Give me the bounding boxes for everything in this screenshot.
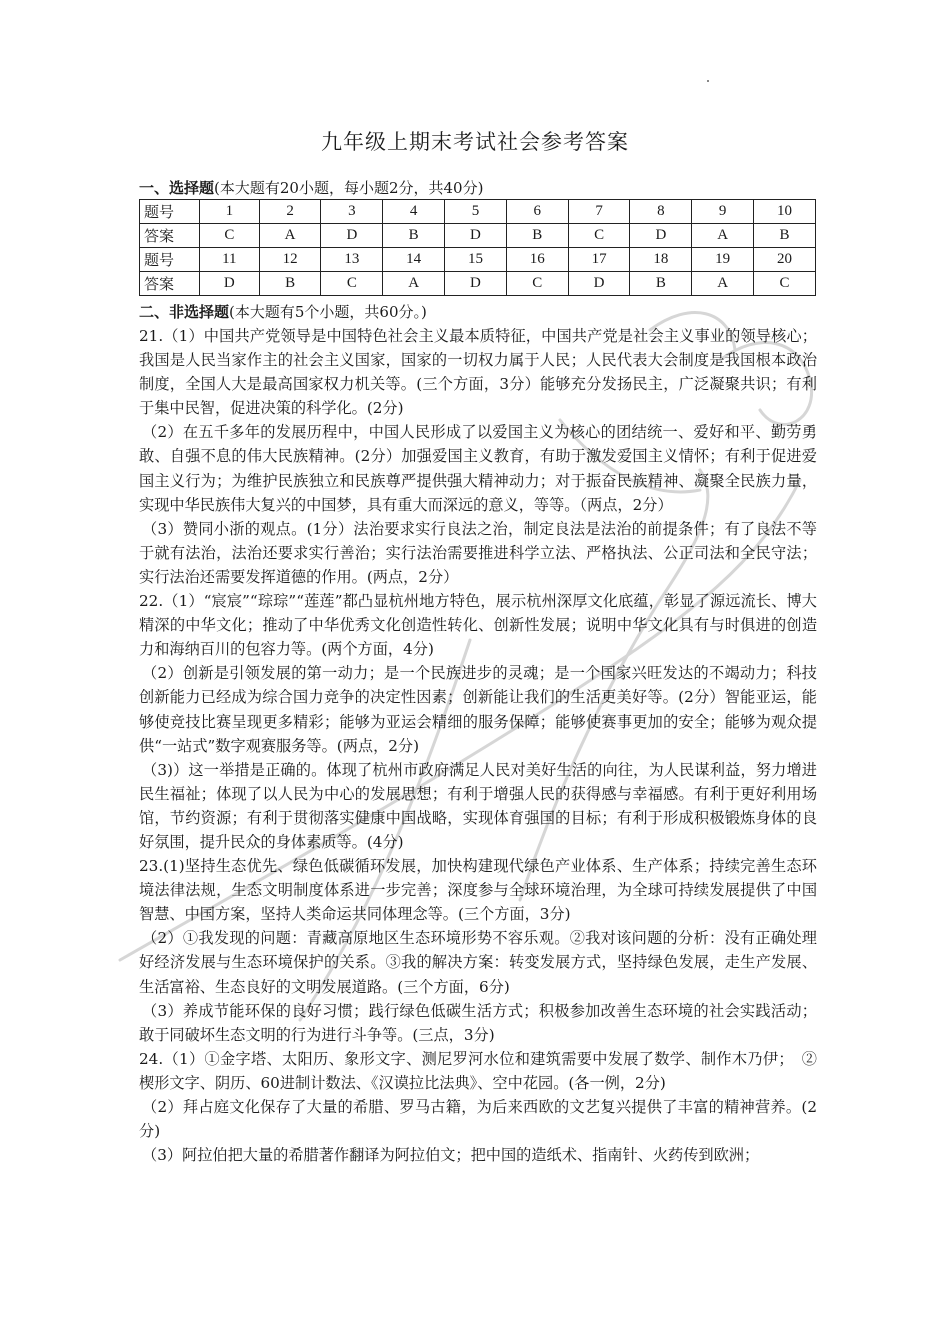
- table-cell: 20: [754, 248, 816, 272]
- section-1-heading: [139, 177, 483, 198]
- table-cell: 15: [445, 248, 507, 272]
- answer-paragraph: （3）阿拉伯把大量的希腊著作翻译为阿拉伯文；把中国的造纸术、指南针、火药传到欧洲；: [142, 1146, 760, 1165]
- answer-paragraph: （3）赞同小浙的观点。(1分）法治要求实行良法之治，制定良法是法治的前提条件；有了良法不等于就有法治，法治还要求实行善治；实行法治需要推进科学立法、严格执法、公正司法和全民守法；实行法治还需要发挥道德的作用。(两点，2分）: [139, 519, 817, 586]
- table-cell: 5: [445, 200, 507, 224]
- table-cell: D: [445, 224, 507, 248]
- answer-table: [139, 199, 816, 296]
- table-cell: 19: [692, 248, 754, 272]
- table-cell: D: [630, 224, 692, 248]
- table-cell: 7: [568, 200, 630, 224]
- table-cell: C: [506, 272, 568, 296]
- section-2-label: 二、非选择题: [139, 303, 230, 321]
- table-cell: 9: [692, 200, 754, 224]
- page-title: 九年级上期末考试社会参考答案: [321, 130, 629, 154]
- answer-paragraph: （2）拜占庭文化保存了大量的希腊、罗马古籍，为后来西欧的文艺复兴提供了丰富的精神营养。(2分): [139, 1098, 817, 1141]
- table-cell: 3: [321, 200, 383, 224]
- table-row: [140, 248, 816, 272]
- table-cell: B: [259, 272, 321, 296]
- table-cell: D: [568, 272, 630, 296]
- scan-speck: [707, 80, 709, 82]
- answer-paragraph: （3）养成节能环保的良好习惯；践行绿色低碳生活方式；积极参加改善生态环境的社会实践活动；敢于同破坏生态文明的行为进行斗争等。(三点，3分): [139, 1001, 817, 1044]
- table-cell: 10: [754, 200, 816, 224]
- answer-paragraph: 24.（1）①金字塔、太阳历、象形文字、测尼罗河水位和建筑需要中发展了数学、制作木乃伊； ②楔形文字、阴历、60进制计数法、《汉谟拉比法典》、空中花园。(各一例，2分): [139, 1049, 817, 1092]
- table-cell: 2: [259, 200, 321, 224]
- answer-paragraph: 23.(1)坚持生态优先、绿色低碳循环发展，加快构建现代绿色产业体系、生产体系；持续完善生态环境法律法规，生态文明制度体系进一步完善；深度参与全球环境治理，为全球可持续发展提供了中国智慧、中国方案，坚持人类命运共同体理念等。(三个方面，3分): [139, 857, 817, 924]
- section-1-note: (本大题有20小题，每小题2分，共40分): [214, 179, 484, 197]
- table-row: [140, 200, 816, 224]
- table-cell: 8: [630, 200, 692, 224]
- table-row: [140, 224, 816, 248]
- answer-paragraph: （3)）这一举措是正确的。体现了杭州市政府满足人民对美好生活的向往，为人民谋利益，努力增进民生福祉；体现了以人民为中心的发展思想；有利于增强人民的获得感与幸福感。有利于更好利用场馆，节约资源；有利于贯彻落实健康中国战略，实现体育强国的目标；有利于形成积极锻炼身体的良好氛围，提升民众的身体素质等。(4分): [139, 760, 817, 851]
- table-cell: B: [630, 272, 692, 296]
- table-cell: B: [754, 224, 816, 248]
- table-cell: 17: [568, 248, 630, 272]
- table-cell: D: [445, 272, 507, 296]
- table-cell: 14: [383, 248, 445, 272]
- table-cell: 1: [200, 200, 260, 224]
- row-header: 答案: [140, 272, 200, 296]
- table-cell: B: [383, 224, 445, 248]
- section-1-label: 一、选择题: [139, 179, 215, 197]
- table-cell: C: [321, 272, 383, 296]
- table-cell: 16: [506, 248, 568, 272]
- table-cell: C: [754, 272, 816, 296]
- row-header: 答案: [140, 224, 200, 248]
- answer-paragraph: （2）①我发现的问题：青藏高原地区生态环境形势不容乐观。②我对该问题的分析：没有正确处理好经济发展与生态环境保护的关系。③我的解决方案：转变发展方式，坚持绿色发展，走生产发展、生活富裕、生态良好的文明发展道路。(三个方面，6分): [139, 929, 817, 996]
- table-cell: 6: [506, 200, 568, 224]
- table-cell: A: [692, 272, 754, 296]
- table-cell: D: [200, 272, 260, 296]
- answer-paragraph: （2）创新是引领发展的第一动力；是一个民族进步的灵魂；是一个国家兴旺发达的不竭动力；科技创新能力已经成为综合国力竞争的决定性因素；创新能让我们的生活更美好等。(2分）智能亚运，能够使竞技比赛呈现更多精彩；能够为亚运会精细的服务保障；能够使赛事更加的安全；能够为观众提供“一站式”数字观赛服务等。(两点，2分): [139, 664, 817, 755]
- table-cell: C: [200, 224, 260, 248]
- table-cell: C: [568, 224, 630, 248]
- row-header: 题号: [140, 200, 200, 224]
- section-2-note: (本大题有5个小题，共60分。): [229, 303, 427, 321]
- table-cell: A: [259, 224, 321, 248]
- table-cell: B: [506, 224, 568, 248]
- table-cell: A: [383, 272, 445, 296]
- answer-paragraph: 21.（1）中国共产党领导是中国特色社会主义最本质特征，中国共产党是社会主义事业的领导核心；我国是人民当家作主的社会主义国家，国家的一切权力属于人民；人民代表大会制度是我国根本政治制度，全国人大是最高国家权力机关等。(三个方面，3分）能够充分发扬民主，广泛凝聚共识；有利于集中民智，促进决策的科学化。(2分): [139, 327, 817, 418]
- table-cell: A: [692, 224, 754, 248]
- row-header: 题号: [140, 248, 200, 272]
- answer-paragraph: 22.（1）“宸宸”“琮琮”“莲莲”都凸显杭州地方特色，展示杭州深厚文化底蕴，彰显了源远流长、博大精深的中华文化；推动了中华优秀文化创造性转化、创新性发展；说明中华文化具有与时俱进的创造力和海纳百川的包容力等。(两个方面，4分): [139, 592, 817, 659]
- table-cell: 18: [630, 248, 692, 272]
- answer-paragraph: （2）在五千多年的发展历程中，中国人民形成了以爱国主义为核心的团结统一、爱好和平、勤劳勇敢、自强不息的伟大民族精神。(2分）加强爱国主义教育，有助于激发爱国主义情怀；有利于促进爱国主义行为；为维护民族独立和民族尊严提供强大精神动力；对于振奋民族精神、凝聚全民族力量，实现中华民族伟大复兴的中国梦，具有重大而深远的意义，等等。（两点，2分）: [139, 423, 817, 514]
- table-cell: 11: [200, 248, 260, 272]
- section-2-heading: [139, 301, 427, 322]
- answer-body: [139, 324, 817, 1167]
- table-cell: 13: [321, 248, 383, 272]
- table-cell: 4: [383, 200, 445, 224]
- table-row: [140, 272, 816, 296]
- table-cell: 12: [259, 248, 321, 272]
- table-cell: D: [321, 224, 383, 248]
